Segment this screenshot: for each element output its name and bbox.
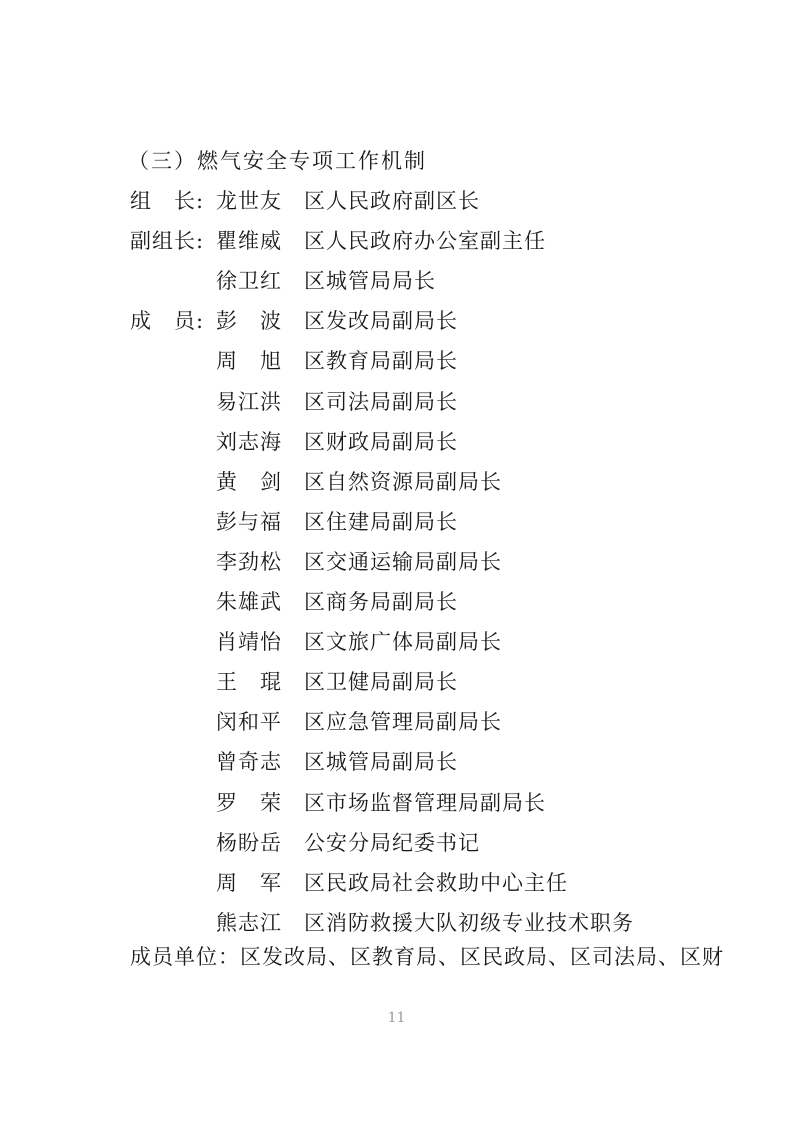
person-name: 周 军 <box>216 870 282 895</box>
person-title: 区民政局社会救助中心主任 <box>304 870 568 895</box>
person-title: 区教育局副局长 <box>304 349 458 374</box>
person-title: 区司法局副局长 <box>304 389 458 414</box>
person-title: 区人民政府副区长 <box>304 189 480 213</box>
section-title: （三）燃气安全专项工作机制 <box>128 149 427 173</box>
person-title: 区商务局副局长 <box>304 590 458 614</box>
person-name: 易江洪 <box>216 389 282 414</box>
person-title: 区市场监督管理局副局长 <box>304 790 546 815</box>
role-label: 组 长: <box>130 189 205 213</box>
person-name: 杨盼岳 <box>216 830 282 855</box>
person-title: 区发改局副局长 <box>304 309 458 334</box>
person-name: 刘志海 <box>216 429 282 454</box>
person-name: 徐卫红 <box>216 269 282 294</box>
person-name: 彭 波 <box>216 309 282 334</box>
person-name: 曾奇志 <box>216 750 282 775</box>
person-title: 区城管局副局长 <box>304 750 458 775</box>
person-name: 李劲松 <box>216 549 282 574</box>
person-name: 熊志江 <box>216 910 282 935</box>
person-title: 公安分局纪委书记 <box>304 830 480 855</box>
page-number: 11 <box>387 1010 406 1026</box>
role-label: 副组长: <box>130 229 205 254</box>
person-name: 肖靖怡 <box>216 630 282 655</box>
person-title: 区文旅广体局副局长 <box>304 630 502 655</box>
person-name: 黄 剑 <box>216 469 282 494</box>
person-name: 闵和平 <box>216 710 282 735</box>
person-title: 区卫健局副局长 <box>304 670 458 695</box>
person-title: 区交通运输局副局长 <box>304 549 502 574</box>
person-title: 区自然资源局副局长 <box>304 469 502 494</box>
person-name: 周 旭 <box>216 349 282 374</box>
person-title: 区住建局副局长 <box>304 509 458 534</box>
person-title: 区城管局局长 <box>304 269 436 294</box>
person-title: 区人民政府办公室副主任 <box>304 229 546 254</box>
person-title: 区应急管理局副局长 <box>304 710 502 735</box>
person-title: 区财政局副局长 <box>304 429 458 454</box>
person-name: 彭与福 <box>216 509 282 534</box>
person-name: 朱雄武 <box>216 590 282 614</box>
person-name: 王 琨 <box>216 670 282 695</box>
person-name: 瞿维威 <box>216 229 282 254</box>
person-title: 区消防救援大队初级专业技术职务 <box>304 910 634 935</box>
role-label: 成 员: <box>130 309 205 334</box>
person-name: 龙世友 <box>216 189 282 213</box>
member-units: 成员单位：区发改局、区教育局、区民政局、区司法局、区财 <box>130 945 724 969</box>
person-name: 罗 荣 <box>216 790 282 815</box>
